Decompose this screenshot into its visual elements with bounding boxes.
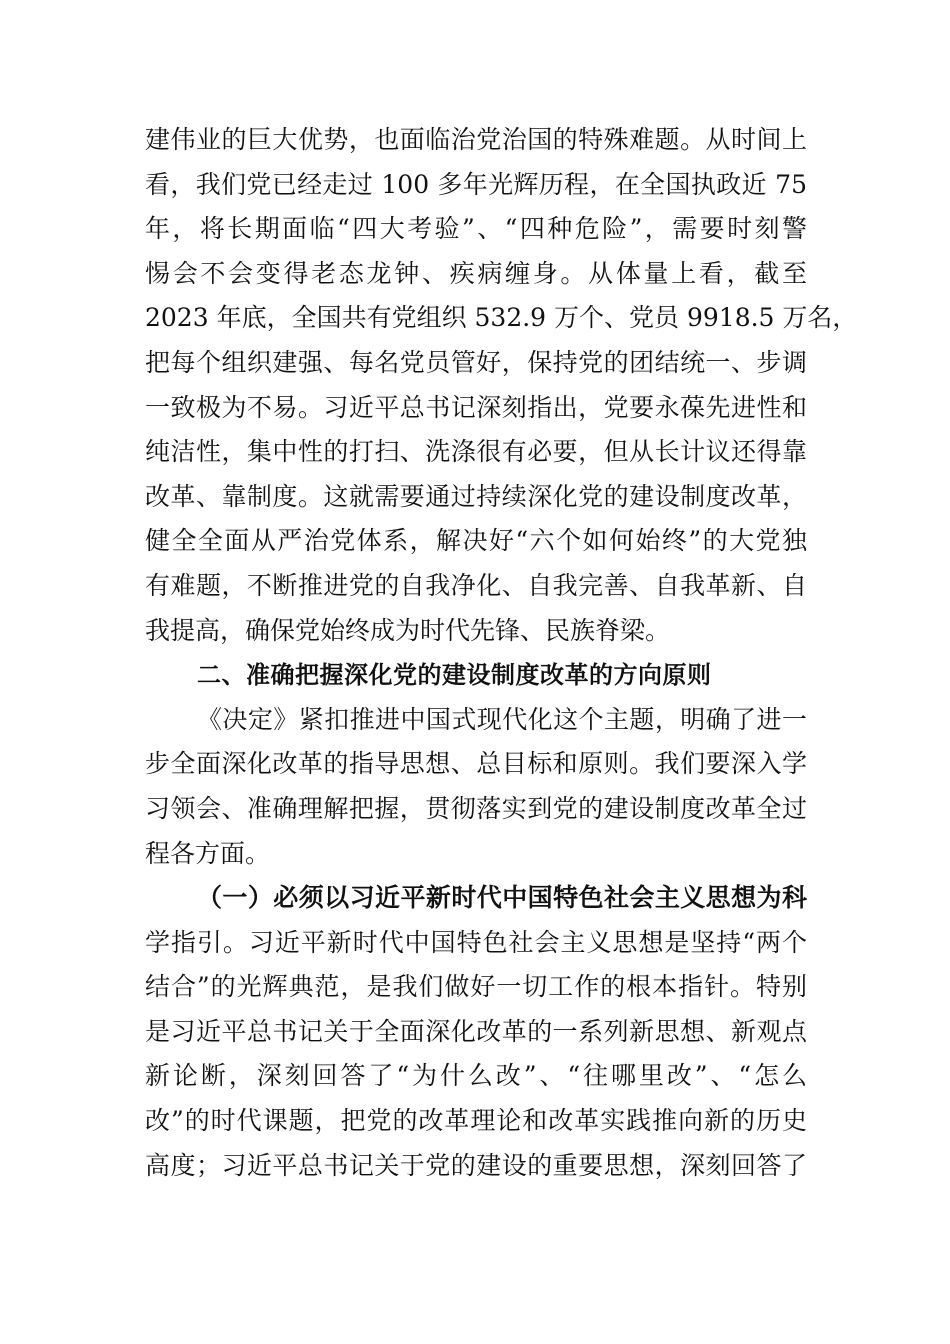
text-line: 年，将长期面临“四大考验”、“四种危险”，需要时刻警 xyxy=(145,214,807,244)
text-line: 把每个组织建强、每名党员管好，保持党的团结统一、步调 xyxy=(145,347,807,377)
text-line: 2023 年底，全国共有党组织 532.9 万个、党员 9918.5 万名， xyxy=(145,303,858,333)
text-line: 我提高，确保党始终成为时代先锋、民族脊梁。 xyxy=(145,615,671,645)
text-line: 新论断，深刻回答了“为什么改”、“往哪里改”、“怎么 xyxy=(145,1061,807,1091)
subsection-heading: （一）必须以习近平新时代中国特色社会主义思想为科 xyxy=(197,883,807,913)
section-heading: 二、准确把握深化党的建设制度改革的方向原则 xyxy=(197,661,712,690)
text-line: 惕会不会变得老态龙钟、疾病缠身。从体量上看，截至 xyxy=(145,258,807,288)
document-body xyxy=(145,118,858,1188)
text-line: 程各方面。 xyxy=(145,838,271,868)
text-line: 有难题，不断推进党的自我净化、自我完善、自我革新、自 xyxy=(145,570,807,600)
text-line: 步全面深化改革的指导思想、总目标和原则。我们要深入学 xyxy=(145,749,807,779)
text-line: 高度；习近平总书记关于党的建设的重要思想，深刻回答了 xyxy=(145,1150,807,1180)
text-line: 一致极为不易。习近平总书记深刻指出，党要永葆先进性和 xyxy=(145,392,807,422)
text-line: 建伟业的巨大优势，也面临治党治国的特殊难题。从时间上 xyxy=(145,125,807,154)
text-line: 改”的时代课题，把党的改革理论和改革实践推向新的历史 xyxy=(145,1106,807,1136)
text-line: 看，我们党已经走过 100 多年光辉历程，在全国执政近 75 xyxy=(145,169,807,199)
text-line: 《决定》紧扣推进中国式现代化这个主题，明确了进一 xyxy=(197,704,807,734)
text-line: 习领会、准确理解把握，贯彻落实到党的建设制度改革全过 xyxy=(145,793,807,823)
text-line: 结合”的光辉典范，是我们做好一切工作的根本指针。特别 xyxy=(145,972,807,1002)
text-line: 是习近平总书记关于全面深化改革的一系列新思想、新观点 xyxy=(145,1016,807,1046)
text-line: 健全全面从严治党体系，解决好“六个如何始终”的大党独 xyxy=(145,526,807,556)
text-line: 改革、靠制度。这就需要通过持续深化党的建设制度改革， xyxy=(145,481,807,511)
text-line: 纯洁性，集中性的打扫、洗涤很有必要，但从长计议还得靠 xyxy=(145,437,807,467)
text-line: 学指引。习近平新时代中国特色社会主义思想是坚持“两个 xyxy=(145,927,807,957)
